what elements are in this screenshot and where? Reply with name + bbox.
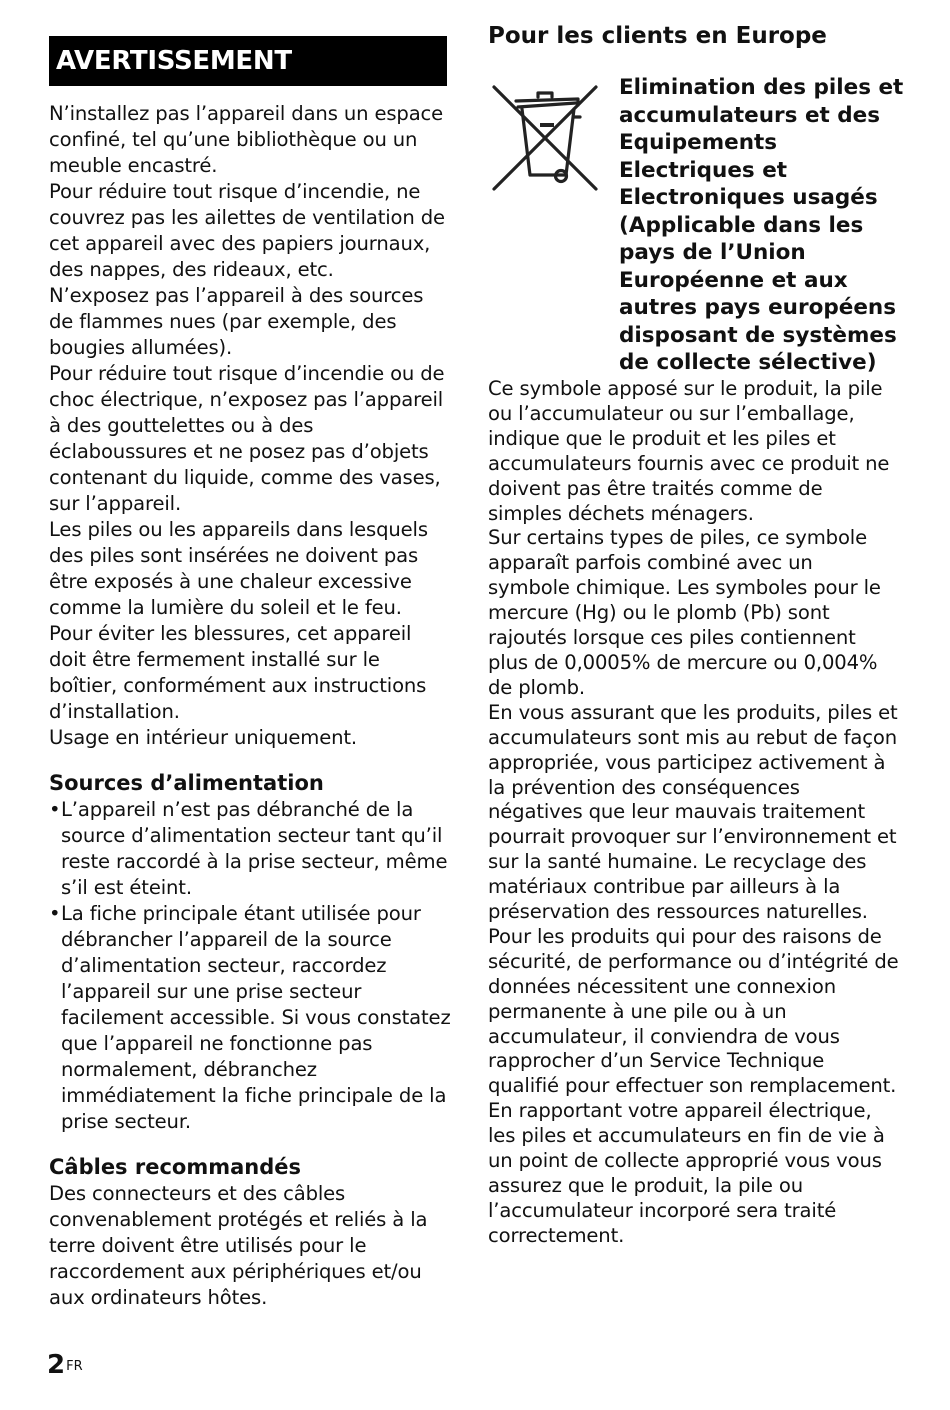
warning-paragraph: N’exposez pas l’appareil à des sources de flammes nues (par exemple, des bougies allumées). (49, 284, 424, 359)
europe-body (488, 377, 900, 1249)
bullet-icon: • (49, 798, 61, 821)
europe-paragraph: Pour les produits qui pour des raisons de sécurité, de performance ou d’intégrité de données nécessitent une connexion permanente à une pile ou à un accumulateur, il conviendra de vous rapprocher d’un Service Technique qualifié pour effectuer son remplacement. (488, 924, 899, 1098)
list-item-text: La fiche principale étant utilisée pour débrancher l’appareil de la source d’alimentation secteur, raccordez l’appareil sur une prise secteur facilement accessible. Si vous constatez que l’appareil ne fonctionne pas normalement, débranchez immédiatement la fiche principale de la prise secteur. (61, 902, 451, 1133)
cables-heading: Câbles recommandés (49, 1155, 301, 1179)
warning-paragraph: Usage en intérieur uniquement. (49, 726, 357, 749)
europe-paragraph: Ce symbole apposé sur le produit, la pile ou l’accumulateur ou sur l’emballage, indique que le produit et les piles et accumulateurs fournis avec ce produit ne doivent pas être traités comme de simples déchets ménagers. (488, 377, 890, 525)
bullet-icon: • (49, 902, 61, 925)
warning-paragraph: Pour éviter les blessures, cet appareil doit être fermement installé sur le boîtier, conformément aux instructions d’installation. (49, 622, 427, 723)
europe-heading: Pour les clients en Europe (488, 23, 827, 49)
crossed-out-wheelie-bin-icon (490, 83, 602, 195)
power-sources-heading: Sources d’alimentation (49, 771, 324, 795)
list-item-text: L’appareil n’est pas débranché de la source d’alimentation secteur tant qu’il reste raccordé à la prise secteur, même s’il est éteint. (61, 798, 448, 899)
list-item (49, 797, 453, 901)
page-lang: FR (66, 1359, 83, 1374)
europe-paragraph: Sur certains types de piles, ce symbole apparaît parfois combiné avec un symbole chimique. Les symboles pour le mercure (Hg) ou le plomb (Pb) sont rajoutés lorsque ces piles contiennent plus de 0,0005% de mercure ou 0,004% de plomb. (488, 526, 881, 699)
warning-paragraph: Les piles ou les appareils dans lesquels des piles sont insérées ne doivent pas être exposés à une chaleur excessive comme la lumière du soleil et le feu. (49, 518, 428, 619)
weee-title: Elimination des piles et accumulateurs et des Equipements Electriques et Electroniques usagés (Applicable dans les pays de l’Union Européenne et aux autres pays européens disposant de systèmes de collecte sélective) (619, 75, 904, 375)
cables-section (49, 1153, 453, 1311)
warning-paragraph: N’installez pas l’appareil dans un espace confiné, tel qu’une bibliothèque ou un meuble encastré. (49, 102, 444, 177)
warning-heading: AVERTISSEMENT (49, 36, 447, 86)
power-sources-section (49, 769, 453, 1135)
europe-paragraph: En vous assurant que les produits, piles et accumulateurs sont mis au rebut de façon appropriée, vous participez activement à la prévention des conséquences négatives que leur mauvais traitement pourrait provoquer sur l’environnement et sur la santé humaine. Le recyclage des matériaux contribue par ailleurs à la préservation des ressources naturelles. (488, 700, 898, 924)
page-number-value: 2 (47, 1350, 66, 1380)
cables-text: Des connecteurs et des câbles convenablement protégés et reliés à la terre doivent être utilisés pour le raccordement aux périphériques et/ou aux ordinateurs hôtes. (49, 1182, 428, 1309)
europe-paragraph: En rapportant votre appareil électrique, les piles et accumulateurs en fin de vie à un point de collecte approprié vous vous assurez que le produit, la pile ou l’accumulateur incorporé sera traité correctement. (488, 1099, 885, 1247)
page-number (47, 1350, 83, 1380)
warning-body (49, 101, 453, 751)
list-item (49, 901, 453, 1135)
warning-paragraph: Pour réduire tout risque d’incendie, ne couvrez pas les ailettes de ventilation de cet appareil avec des papiers journaux, des nappes, des rideaux, etc. (49, 180, 445, 281)
warning-paragraph: Pour réduire tout risque d’incendie ou de choc électrique, n’exposez pas l’appareil à des gouttelettes ou à des éclaboussures et ne posez pas d’objets contenant du liquide, comme des vases, sur l’appareil. (49, 362, 445, 515)
